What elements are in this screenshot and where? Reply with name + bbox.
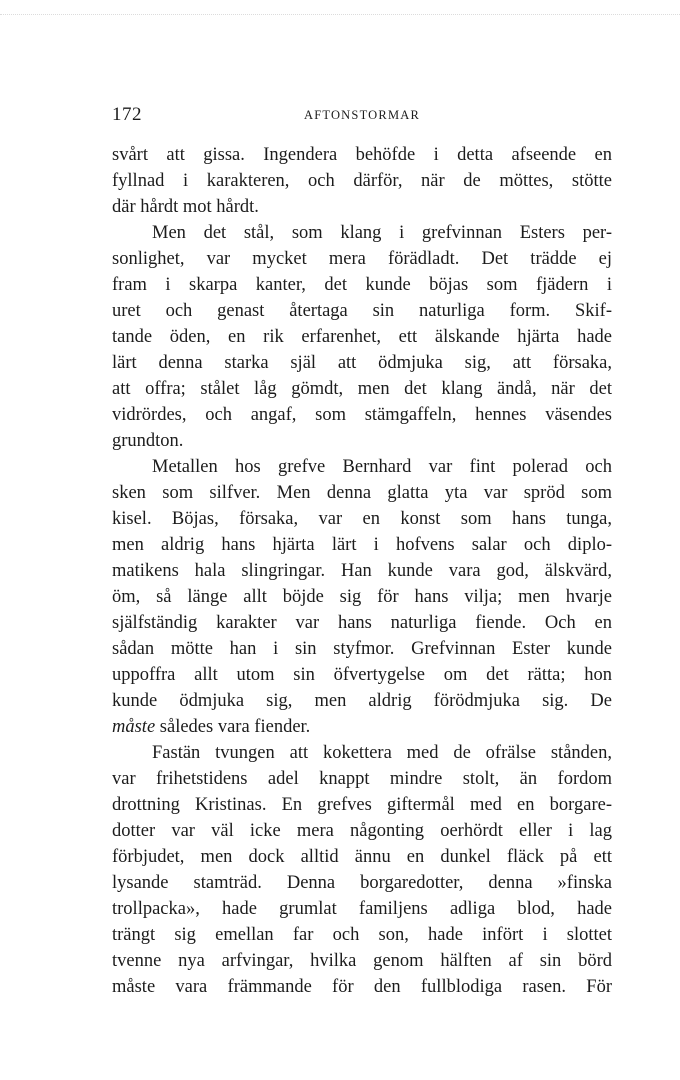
text-line: tvenne nya arfvingar, hvilka genom hälften af sin börd	[112, 951, 612, 971]
page-number: 172	[112, 104, 142, 125]
text-line: öm, så länge allt böjde sig för hans vilja; men hvarje	[112, 587, 612, 607]
text-line: att offra; stålet låg gömdt, men det klang ändå, när det	[112, 379, 612, 399]
text-line: svårt att gissa. Ingendera behöfde i detta afseende en	[112, 145, 612, 165]
scan-edge-dots	[0, 14, 680, 19]
line-text: således vara fiender.	[155, 717, 311, 737]
text-line: drottning Kristinas. En grefves giftermål med en borgare-	[112, 795, 612, 815]
text-line: matikens hala slingringar. Han kunde vara god, älskvärd,	[112, 561, 612, 581]
text-line: lärt denna starka själ att ödmjuka sig, att försaka,	[112, 353, 612, 373]
text-line: trollpacka», hade grumlat familjens adliga blod, hade	[112, 899, 612, 919]
body-text	[112, 142, 612, 1000]
text-line: lysande stamträd. Denna borgaredotter, denna »finska	[112, 873, 612, 893]
text-line: kunde ödmjuka sig, men aldrig förödmjuka sig. De	[112, 691, 612, 711]
text-line: själfständig karakter var hans naturliga fiende. Och en	[112, 613, 612, 633]
text-line: måste vara främmande för den fullblodiga rasen. För	[112, 977, 612, 997]
text-line: vidrördes, och angaf, som stämgaffeln, hennes väsendes	[112, 405, 612, 425]
text-line: Men det stål, som klang i grefvinnan Esters per-	[152, 223, 612, 243]
text-line: dotter var väl icke mera någonting oerhördt eller i lag	[112, 821, 612, 841]
text-line: sken som silfver. Men denna glatta yta var spröd som	[112, 483, 612, 503]
text-line: uret och genast återtaga sin naturliga form. Skif-	[112, 301, 612, 321]
text-line	[112, 714, 612, 740]
text-line: Fastän tvungen att kokettera med de ofrälse stånden,	[152, 743, 612, 763]
text-line: men aldrig hans hjärta lärt i hofvens salar och diplo-	[112, 535, 612, 555]
text-line: tande öden, en rik erfarenhet, ett älskande hjärta hade	[112, 327, 612, 347]
text-line: fyllnad i karakteren, och därför, när de möttes, stötte	[112, 171, 612, 191]
text-line: uppoffra allt utom sin öfvertygelse om det rätta; hon	[112, 665, 612, 685]
page-header	[112, 104, 612, 128]
text-line: sådan mötte han i sin styfmor. Grefvinnan Ester kunde	[112, 639, 612, 659]
text-line: fram i skarpa kanter, det kunde böjas som fjädern i	[112, 275, 612, 295]
running-title: AFTONSTORMAR	[303, 108, 421, 122]
text-line: kisel. Böjas, försaka, var en konst som hans tunga,	[112, 509, 612, 529]
text-line: där hårdt mot hårdt.	[112, 197, 259, 217]
text-line: trängt sig emellan far och son, hade infört i slottet	[112, 925, 612, 945]
text-line: var frihetstidens adel knappt mindre stolt, än fordom	[112, 769, 612, 789]
text-line: grundton.	[112, 431, 184, 451]
text-line: förbjudet, men dock alltid ännu en dunkel fläck på ett	[112, 847, 612, 867]
text-line: Metallen hos grefve Bernhard var fint polerad och	[152, 457, 612, 477]
italic-word: måste	[112, 717, 156, 737]
text-line: sonlighet, var mycket mera förädladt. Det trädde ej	[112, 249, 612, 269]
